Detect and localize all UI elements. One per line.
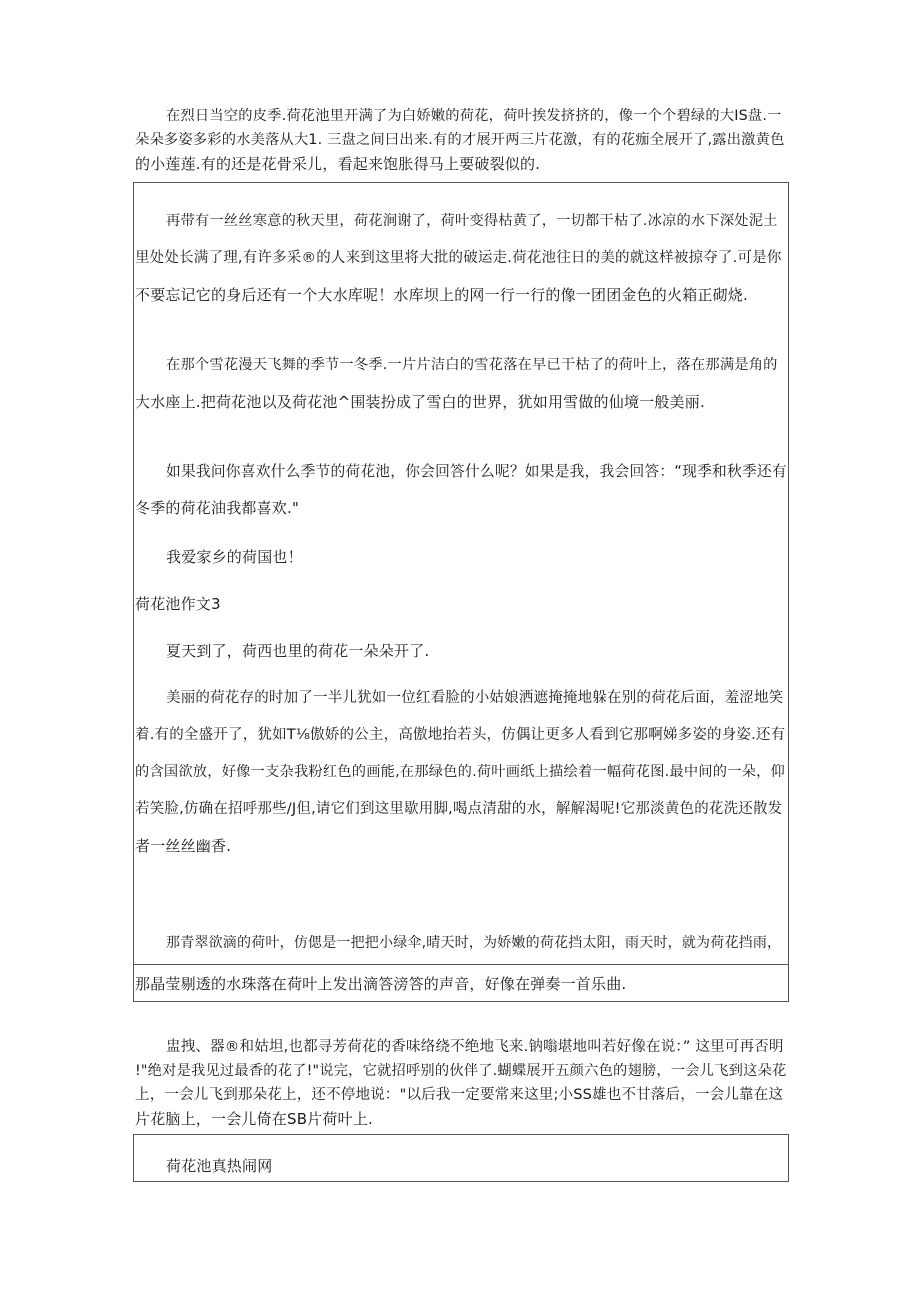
text-line: 那晶莹剔透的水珠落在荷叶上发出滴答滂答的声音，好像在弹奏一首乐曲.: [135, 975, 627, 993]
paragraph-love: [135, 539, 787, 576]
text-line: 片花脑上，一会儿倚在SB片荷叶上.: [135, 1110, 373, 1128]
text-line: 里处处长满了理,有许多采®的人来到这里将大批的破运走.荷花池往日的美的就这样被掠夺了.可是你: [135, 250, 782, 266]
paragraph-leaves: [135, 925, 787, 962]
box2-text: [135, 1148, 787, 1185]
text-line: 美丽的荷花存的时加了一半儿犹如一位红看脸的小姑娘洒遮掩掩地躲在别的荷花后面，羞涩地笑: [166, 690, 784, 706]
middle-paragraph: [135, 1035, 787, 1131]
paragraph-leaves-end: [135, 966, 787, 1003]
text-line: 荷花池真热闹网: [166, 1157, 273, 1175]
text-line: 夏天到了，荷西也里的荷花一朵朵开了.: [166, 642, 430, 660]
text-line: 盅拽、器®和姑坦,也都寻芳荷花的香味络绕不绝地飞来.钠嗡堪地叫若好像在说：” 这里可再否明: [166, 1039, 784, 1055]
text-line: 朵朵多姿多彩的水美落从大1. 三盘之间曰出来.有的才展开两三片花激，有的花痂全展开了,露出激黄色: [135, 132, 785, 148]
text-line: 上，一会儿飞到那朵花上，还不停地说："以后我一定要常来这里;小SS雄也不甘落后，一会儿靠在这: [135, 1087, 784, 1103]
heading-text: 荷花池作文3: [135, 595, 221, 613]
paragraph-winter: [135, 347, 787, 421]
text-line: 我爱家乡的荷国也！: [166, 548, 303, 566]
text-line: 大水座上.把荷花池以及荷花池^围装扮成了雪白的世界，犹如用雪做的仙境一般美丽.: [135, 393, 705, 411]
text-line: 者一丝丝幽香.: [135, 837, 232, 855]
paragraph-summer: [135, 633, 787, 670]
text-line: 如果我问你喜欢什么季节的荷花池，你会回答什么呢？如果是我，我会回答：“现季和秋季还有: [166, 463, 787, 480]
paragraph-autumn: [135, 203, 787, 314]
text-line: 再带有一丝丝寒意的秋天里，荷花涧谢了，荷叶变得枯黄了，一切都干枯了.冰凉的水下深处泥土: [166, 213, 778, 229]
text-line: 那青翠欲滴的荷叶，仿偲是一把把小绿伞,晴天时，为娇嫩的荷花挡太阳，雨天时，就为荷花挡雨，: [166, 935, 782, 951]
paragraph-lotus: [135, 680, 787, 865]
text-line: !"绝对是我见过最香的花了!"说完，它就招呼别的伙伴了.蝴蝶展开五颜六色的翅膀，一会儿飞到这朵花: [135, 1063, 787, 1079]
intro-paragraph: [135, 104, 787, 176]
text-line: 的含国欲放，好像一支杂我粉红色的画能,在那绿色的.荷叶画纸上描绘着一幅荷花图.最中间的一朵，仰: [135, 764, 785, 780]
text-line: 在那个雪花漫天飞舞的季节一冬季.一片片洁白的雪花落在早已干枯了的荷叶上，落在那满是角的: [166, 357, 778, 373]
text-line: 在烈日当空的皮季.荷花池里开满了为白娇嫩的荷花，荷叶挨发挤挤的，像一个个碧绿的大IS盘.一: [166, 108, 782, 124]
text-line: 着.有的全盛开了，犹如T⅛傲娇的公主，高傲地抬若头，仿偶让更多人看到它那啊娣多姿的身姿.还有: [135, 727, 786, 743]
text-line: 若笑脸,仿确在招呼那些/J但,请它们到这里歇用脚,喝点清甜的水，解解渴呢!它那淡黄色的花洗还散发: [135, 801, 783, 817]
paragraph-question: [135, 453, 787, 527]
text-line: 冬季的荷花油我都喜欢.": [135, 499, 300, 517]
section-heading: [135, 586, 787, 623]
text-line: 的小莲莲.有的还是花骨采儿，看起来饱胀得马上要破裂似的.: [135, 155, 541, 173]
text-line: 不要忘记它的身后还有一个大水库呢！水库坝上的网一行一行的像一团团金色的火箱正砌烧.: [135, 286, 748, 304]
